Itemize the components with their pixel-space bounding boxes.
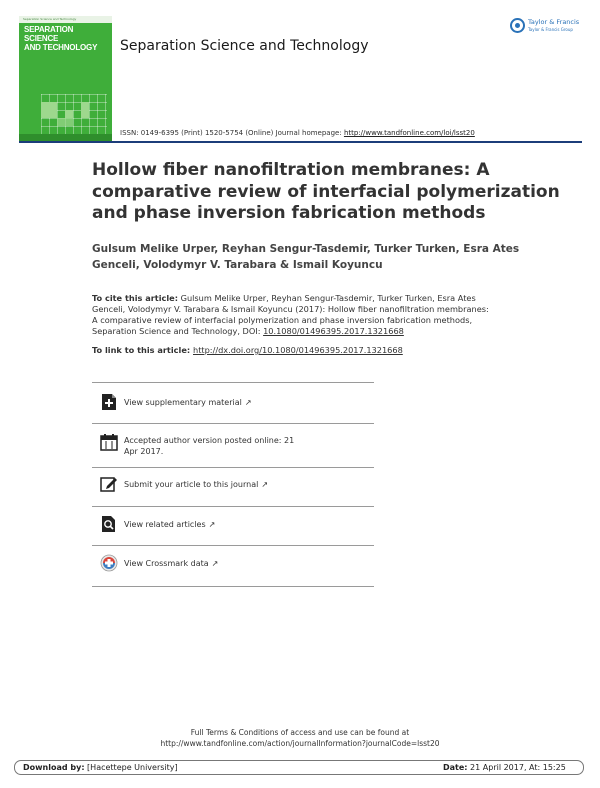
divider [92,382,374,383]
search-document-icon [100,515,118,533]
article-title: Hollow fiber nanofiltration membranes: A comparative review of interfacial polymerization and phase inversion fabrication methods [92,160,560,223]
terms-footer: Full Terms & Conditions of access and use can be found at http://www.tandfonline.com/action/journalInformation?journalCode=lsst20 [160,728,440,748]
issn-line [120,129,475,137]
plus-document-icon [100,393,118,411]
article-link [92,345,403,355]
author-list: Gulsum Melike Urper, Reyhan Sengur-Tasdemir, Turker Turken, Esra Ates Genceli, Volodymyr V. Tarabara & Ismail Koyuncu [92,243,520,271]
action-label: Submit your article to this journal ↗ [124,480,269,489]
action-label: View related articles ↗ [124,520,216,529]
header-divider [19,141,582,143]
accepted-date-text: Accepted author version posted online: 21 Apr 2017. [124,436,295,456]
download-by: Download by: [Hacettepe University] [23,763,178,772]
action-label: View supplementary material ↗ [124,398,252,407]
publisher-logo-icon [510,18,525,33]
cover-square [65,110,73,118]
journal-homepage-link[interactable]: http://www.tandfonline.com/loi/lsst20 [343,129,475,137]
article-link-label: To link to this article: [92,345,193,355]
publisher-name: Taylor & Francis [528,18,580,26]
external-link-icon: ↗ [261,480,269,489]
divider [92,423,374,424]
download-info-bar [14,760,584,775]
calendar-icon [100,433,118,451]
divider [92,467,374,468]
cover-top-strip [19,16,112,23]
article-doi-url[interactable]: http://dx.doi.org/10.1080/01496395.2017.1321668 [193,345,403,355]
divider [92,586,374,587]
cover-square [41,102,57,118]
citation-label: To cite this article: [92,293,178,303]
publisher-group: Taylor & Francis Group [528,27,573,32]
external-link-icon: ↗ [244,398,252,407]
publisher-logo[interactable] [510,16,585,38]
external-link-icon: ↗ [208,520,216,529]
journal-cover[interactable] [19,16,112,142]
citation [92,293,582,337]
cover-strip-text: Separation Science and Technology [23,17,77,21]
cover-square [81,102,89,118]
external-link-icon: ↗ [211,559,219,568]
action-label: View Crossmark data ↗ [124,559,219,568]
related-articles-link[interactable] [92,514,374,540]
supplementary-material-link[interactable] [92,392,374,418]
crossmark-icon [100,554,118,572]
submit-article-link[interactable] [92,475,374,501]
cover-title: SEPARATION SCIENCE AND TECHNOLOGY [24,25,98,52]
accepted-version-info [92,432,374,462]
cover-square [57,118,73,126]
download-date: Date: 21 April 2017, At: 15:25 [443,763,566,772]
crossmark-link[interactable] [92,553,374,579]
divider [92,545,374,546]
edit-icon [100,475,118,493]
citation-doi-link[interactable]: 10.1080/01496395.2017.1321668 [263,326,404,336]
journal-title: Separation Science and Technology [120,38,369,54]
citation-text: Gulsum Melike Urper, Reyhan Sengur-Tasdemir, Turker Turken, Esra Ates Genceli, Volodymyr V. Tarabara & Ismail Koyuncu (2017): Hollow fiber nanofiltration membranes: A comparative review of interfacial polymerization and phase inversion fabrication methods, Separation Science and Technology, DOI: [92,293,489,336]
divider [92,506,374,507]
issn-text: ISSN: 0149-6395 (Print) 1520-5754 (Online) Journal homepage: [120,129,344,137]
